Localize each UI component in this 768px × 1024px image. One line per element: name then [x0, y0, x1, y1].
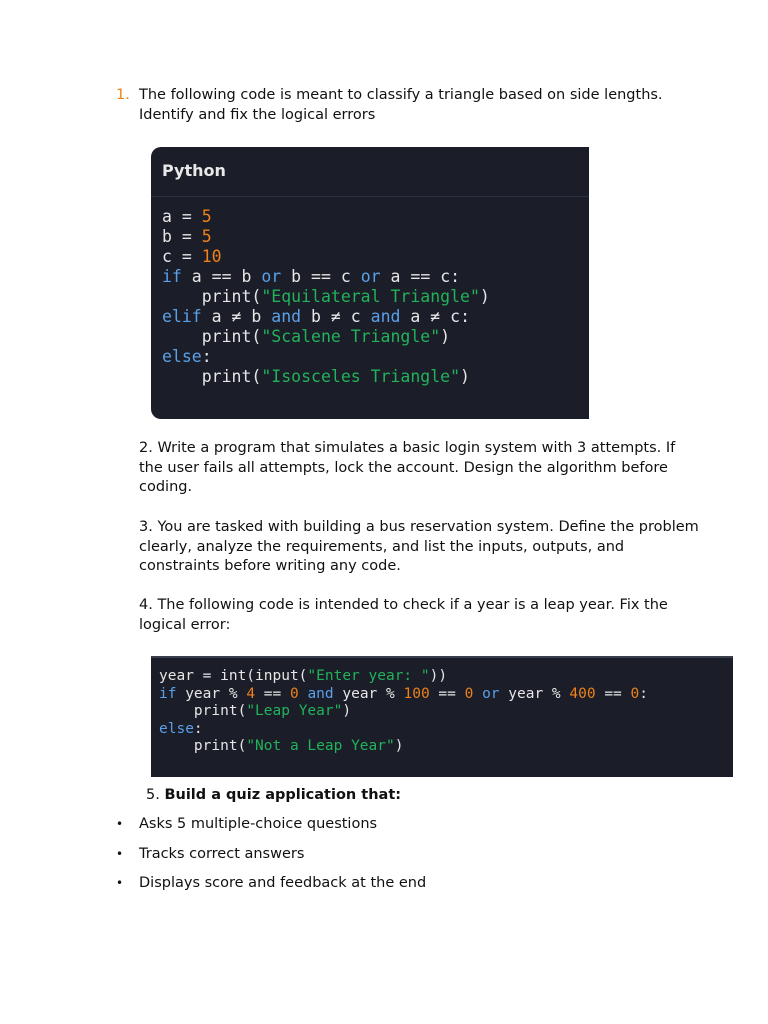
code-token: ) [460, 367, 470, 386]
code-token: == [595, 685, 631, 702]
code-token: year % [499, 685, 570, 702]
code-token: "Enter year: " [307, 668, 430, 684]
question-2-text: 2. Write a program that simulates a basic login system with 3 attempts. If the user fails all attempts, lock the account. Design the algorithm before coding. [139, 440, 676, 495]
code-line [162, 247, 490, 267]
code-token: print( [162, 287, 262, 306]
code-token: : [639, 685, 648, 702]
code-token: ) [394, 738, 404, 754]
code-token: ) [479, 287, 490, 306]
code-token: 5 [201, 207, 212, 226]
code-token: : [193, 720, 203, 737]
code-line [162, 327, 490, 347]
code-token: year % [176, 685, 247, 702]
code-token: else [162, 347, 202, 366]
code-token: or [482, 685, 500, 702]
code-line [159, 721, 648, 739]
list-item: • Tracks correct answers [116, 845, 426, 875]
code-token: elif [162, 307, 202, 326]
question-1-number: 1. [116, 87, 130, 103]
code-token: "Not a Leap Year" [246, 738, 395, 754]
question-3-text: 3. You are tasked with building a bus reservation system. Define the problem clearly, analyze the requirements, and list the inputs, outputs, and constraints before writing any code. [139, 519, 699, 574]
code-body [162, 207, 490, 387]
code-token: print( [162, 327, 262, 346]
code-token: 0 [464, 685, 474, 702]
code-token: print( [159, 703, 247, 719]
code-block-triangle [151, 147, 589, 419]
code-line [162, 227, 490, 247]
question-5-number: 5. [146, 787, 160, 803]
code-token: "Scalene Triangle" [261, 327, 441, 346]
code-token: a = [162, 207, 202, 226]
code-token: "Isosceles Triangle" [261, 367, 461, 386]
code-line [162, 207, 490, 227]
code-token: b ≠ c [301, 307, 371, 326]
code-token: and [370, 307, 401, 326]
code-token: a == b [181, 267, 262, 286]
list-item: • Asks 5 multiple-choice questions [116, 815, 426, 845]
code-token: a == c: [380, 267, 461, 286]
code-token: 0 [289, 685, 299, 702]
code-token: 5 [201, 227, 212, 246]
code-token: 10 [201, 247, 222, 266]
code-line [162, 287, 490, 307]
question-1-text: The following code is meant to classify a triangle based on side lengths. Identify and fix the logical errors [139, 87, 663, 123]
code-token: "Equilateral Triangle" [261, 287, 480, 306]
code-line [159, 668, 648, 686]
code-line [162, 307, 490, 327]
code-token: 400 [569, 685, 596, 702]
code-line [162, 367, 490, 387]
code-token: c = [162, 247, 202, 266]
code-token: or [360, 267, 381, 286]
code-token: "Leap Year" [246, 703, 343, 719]
code-line [159, 686, 648, 704]
code-language-label: Python [162, 161, 226, 180]
code-token: ) [440, 327, 451, 346]
question-4-text: 4. The following code is intended to check if a year is a leap year. Fix the logical error: [139, 597, 668, 633]
code-token: : [201, 347, 212, 366]
code-token: a ≠ c: [400, 307, 471, 326]
code-token: if [159, 685, 177, 702]
code-token: if [162, 267, 182, 286]
code-token: ) [342, 703, 352, 719]
code-line [162, 347, 490, 367]
code-token: and [271, 307, 302, 326]
code-line [162, 267, 490, 287]
code-token: 100 [403, 685, 430, 702]
code-body [159, 668, 648, 756]
code-line [159, 738, 648, 756]
list-item: • Displays score and feedback at the end [116, 874, 426, 904]
code-header-divider [151, 196, 589, 197]
question-5-title: Build a quiz application that: [164, 787, 402, 803]
code-token: b == c [281, 267, 361, 286]
code-token: print( [162, 367, 262, 386]
code-token: or [261, 267, 282, 286]
code-token: print( [159, 738, 247, 754]
code-token: year % [333, 685, 404, 702]
question-1 [116, 86, 676, 125]
code-block-leap-year [151, 656, 733, 777]
question-5-bullet-list [116, 815, 426, 904]
code-token: 4 [246, 685, 256, 702]
code-token: and [307, 685, 334, 702]
code-token: else [159, 720, 194, 737]
code-token: )) [429, 668, 448, 684]
code-token: b = [162, 227, 202, 246]
code-token: == [255, 685, 290, 702]
code-token: 0 [630, 685, 640, 702]
code-token: == [429, 685, 465, 702]
code-line [159, 703, 648, 721]
code-token [473, 686, 482, 702]
question-5-heading [146, 786, 401, 806]
code-token: a ≠ b [201, 307, 272, 326]
code-token: year = int(input( [159, 668, 308, 684]
